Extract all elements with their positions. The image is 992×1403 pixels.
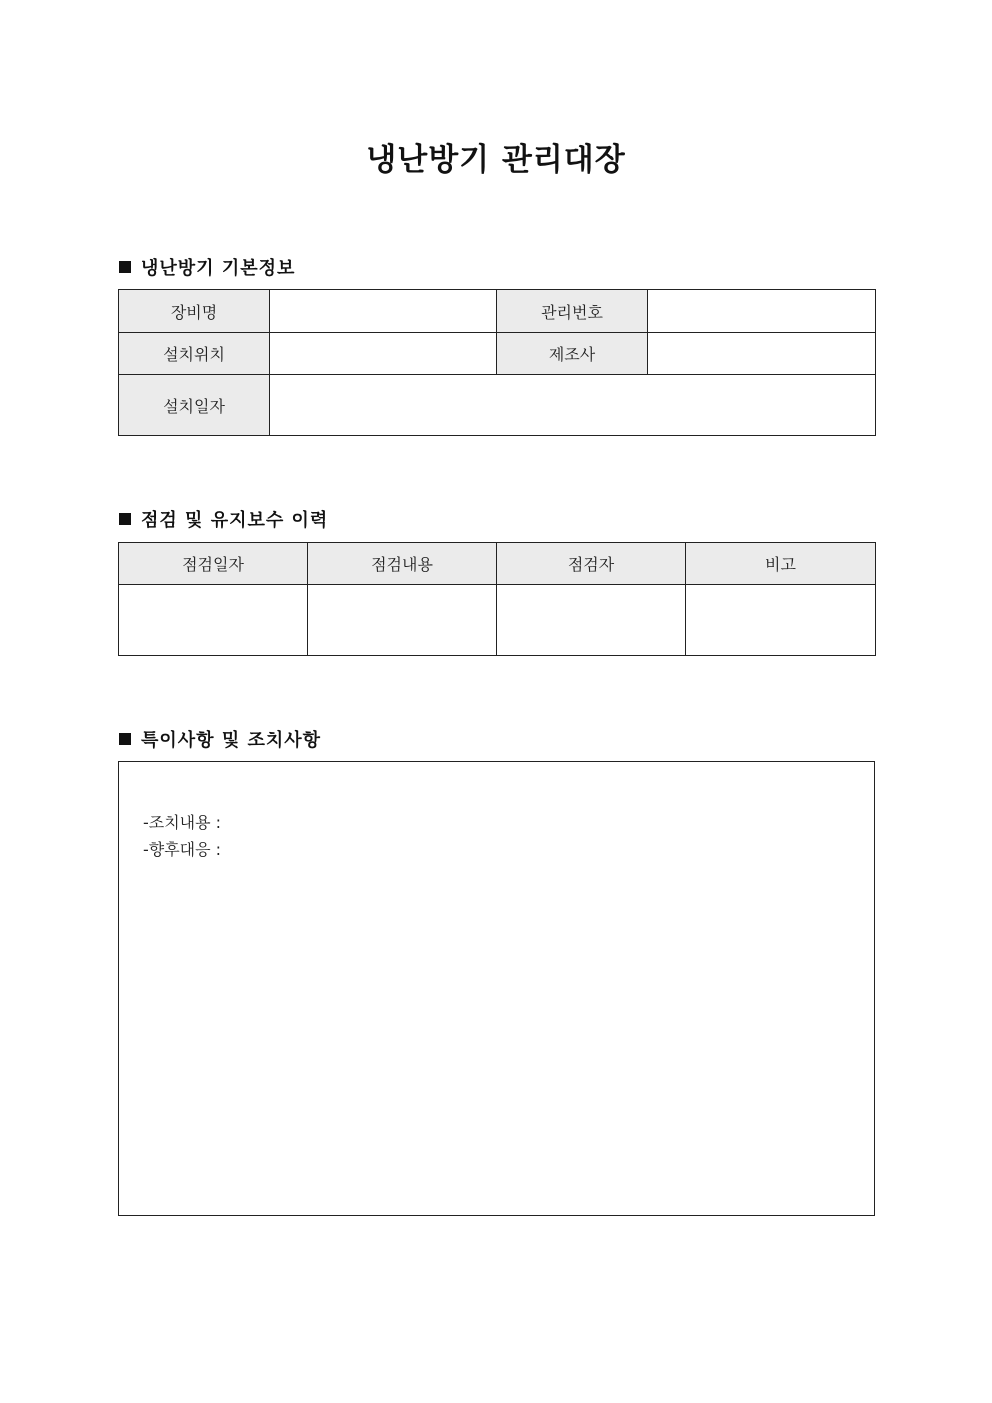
- field-label-install-date: 설치일자: [119, 375, 270, 436]
- field-label-install-location: 설치위치: [119, 333, 270, 375]
- note-line-future-response: -향후대응 :: [143, 840, 222, 859]
- table-row: [119, 375, 876, 436]
- maintenance-history-table: [118, 542, 876, 656]
- field-label-equipment-name: 장비명: [119, 290, 270, 333]
- table-row: [119, 333, 876, 375]
- square-bullet-icon: [119, 733, 131, 745]
- basic-info-table: [118, 289, 876, 436]
- field-label-management-number: 관리번호: [497, 290, 648, 333]
- document-title: 냉난방기 관리대장: [366, 142, 626, 178]
- table-row: [119, 290, 876, 333]
- cell-inspector[interactable]: [497, 585, 686, 656]
- field-label-manufacturer: 제조사: [497, 333, 648, 375]
- field-value-equipment-name[interactable]: [270, 290, 497, 333]
- field-value-management-number[interactable]: [648, 290, 876, 333]
- square-bullet-icon: [119, 513, 131, 525]
- section-heading-label: 냉난방기 기본정보: [141, 258, 296, 279]
- square-bullet-icon: [119, 261, 131, 273]
- column-header-inspector: 점검자: [497, 543, 686, 585]
- column-header-remarks: 비고: [686, 543, 876, 585]
- column-header-inspection-content: 점검내용: [308, 543, 497, 585]
- section-heading-history: [119, 506, 328, 532]
- field-value-manufacturer[interactable]: [648, 333, 876, 375]
- note-line-action-content: -조치내용 :: [143, 813, 222, 832]
- table-row: [119, 585, 876, 656]
- table-header-row: [119, 543, 876, 585]
- section-heading-basic-info: [119, 254, 295, 280]
- cell-inspection-date[interactable]: [119, 585, 308, 656]
- column-header-inspection-date: 점검일자: [119, 543, 308, 585]
- notes-box[interactable]: [118, 761, 875, 1216]
- cell-remarks[interactable]: [686, 585, 876, 656]
- section-heading-label: 특이사항 및 조치사항: [141, 730, 322, 751]
- cell-inspection-content[interactable]: [308, 585, 497, 656]
- section-heading-label: 점검 및 유지보수 이력: [141, 510, 329, 531]
- section-heading-notes: [119, 726, 321, 752]
- field-value-install-location[interactable]: [270, 333, 497, 375]
- field-value-install-date[interactable]: [270, 375, 876, 436]
